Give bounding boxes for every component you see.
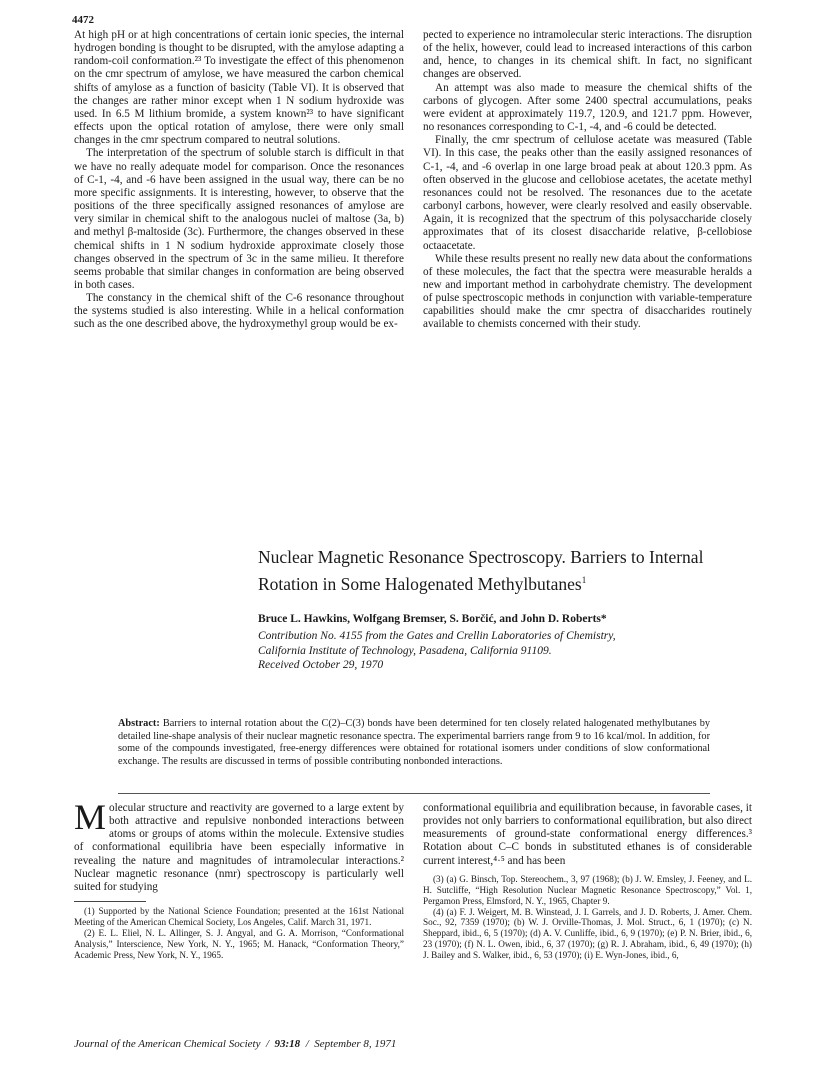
affiliation-line: Contribution No. 4155 from the Gates and Crellin Laboratories of Chemistry, [258, 630, 616, 642]
affiliation [258, 629, 616, 673]
footnotes-right [423, 874, 752, 961]
paragraph: The constancy in the chemical shift of the C-6 resonance throughout the systems studied is also interesting. While in a helical conformation such as the one described above, the hydroxymethyl group would be ex- [74, 292, 404, 331]
received-date: Received October 29, 1970 [258, 659, 384, 671]
paragraph: Finally, the cmr spectrum of cellulose acetate was measured (Table VI). In this case, the peaks other than the easily assigned resonances of C-1, -4, and -6 overlap in one large broad peak at about 120.3 ppm. As often observed in the glucose and cellobiose acetates, the acetate methyl resonances could not be resolved. The resonances due to the acetate carbonyl carbons, however, were clearly resolved and easily observable. Again, it is recognized that the spectrum of this polysaccharide closely approximates that of its closest disaccharide relative, β-cellobiose octaacetate. [423, 134, 752, 252]
footnote: (4) (a) F. J. Weigert, M. B. Winstead, J. I. Garrels, and J. D. Roberts, J. Amer. Chem. Soc., 92, 7359 (1970); (b) W. J. Orville-Thomas, J. Mol. Struct., 6, 1 (1970); (c) N. Sheppard, ibid., 6, 5 (1970); (d) A. V. Cunliffe, ibid., 6, 9 (1970); (e) P. N. Brier, ibid., 6, 23 (1970); (f) N. L. Owen, ibid., 6, 37 (1970); (g) R. J. Abraham, ibid., 6, 49 (1970); (h) J. Bailey and S. Walker, ibid., 6, 53 (1970); (i) E. Wyn-Jones, ibid., 6, [423, 906, 752, 961]
abstract-text: Barriers to internal rotation about the C(2)–C(3) bonds have been determined for ten closely related halogenated methylbutanes by detailed line-shape analysis of their nuclear magnetic resonance spectra. The experimental barriers range from 9 to 16 kcal/mol. In addition, for some of the compounds investigated, free-energy differences were obtained for rotational isomers under conditions of slow conformational exchange. The results are discussed in terms of possible contributing nonbonded interactions. [118, 718, 710, 767]
paragraph: At high pH or at high concentrations of certain ionic species, the internal hydrogen bonding is thought to be disrupted, with the amylose adapting a random-coil conformation.²³ To investigate the effect of this phenomenon on the cmr spectrum of amylose, we have measured the carbon chemical shifts of amylose as a function of basicity (Table VI). It is observed that the changes are rather minor except when 1 N sodium hydroxide was used. In 6.5 M lithium bromide, a system known²³ to have significant effects upon the optical rotation of amylose, there were only small changes in the cmr spectrum compared to neutral solutions. [74, 29, 404, 147]
intro-text: olecular structure and reactivity are governed to a large extent by both attractive and repulsive nonbonded interactions between atoms or groups of atoms within the molecule. Extensive studies of conformational equilibria have been especially informative in revealing the nature and magnitudes of intramolecular interactions.² Nuclear magnetic resonance (nmr) spectroscopy is particularly well suited for studying [74, 802, 404, 893]
affiliation-line: California Institute of Technology, Pasadena, California 91109. [258, 644, 552, 657]
top-right-column [423, 29, 752, 332]
journal-footer [74, 1038, 396, 1050]
authors: Bruce L. Hawkins, Wolfgang Bremser, S. Borčić, and John D. Roberts* [258, 613, 607, 625]
page-number: 4472 [72, 14, 94, 26]
drop-cap: M [74, 797, 107, 837]
footnote: (3) (a) G. Binsch, Top. Stereochem., 3, 97 (1968); (b) J. W. Emsley, J. Feeney, and L. H. Sutcliffe, “High Resolution Nuclear Magnetic Resonance Spectroscopy,” Vol. 1, Pergamon Press, Elmsford, N. Y., 1965, Chapter 9. [423, 873, 752, 906]
title-text: Rotation in Some Halogenated Methylbutanes [258, 573, 582, 594]
footnote: (2) E. L. Eliel, N. L. Allinger, S. J. Angyal, and G. A. Morrison, “Conformational Analysis,” Interscience, New York, N. Y., 1965; M. Hanack, “Conformation Theory,” Academic Press, New York, N. Y., 1965. [74, 927, 404, 960]
article-title [258, 546, 778, 596]
body-left-column [74, 797, 404, 961]
paragraph: conformational equilibria and equilibration because, in favorable cases, it provides not only barriers to conformational equilibration, but also direct measurements of ground-state conformational energy differences.³ Rotation about C–C bonds in substituted ethanes is of considerable current interest,⁴·⁵ and has been [423, 802, 752, 867]
title-footnote-marker: 1 [581, 575, 587, 585]
body-right-column [423, 802, 752, 961]
top-left-column [74, 29, 404, 332]
footnote: (1) Supported by the National Science Foundation; presented at the 161st National Meeting of the American Chemical Society, Los Angeles, Calif. March 31, 1971. [74, 906, 404, 927]
separator: / [265, 1038, 270, 1050]
divider [118, 793, 710, 794]
paragraph: While these results present no really new data about the conformations of these molecules, the fact that the spectra were measurable heralds a new and important method in carbohydrate chemistry. The development of pulse spectroscopic methods in conjunction with variable-temperature capabilities should make the cmr spectra of disaccharides routinely available to chemists concerned with their study. [423, 252, 752, 331]
paragraph: pected to experience no intramolecular steric interactions. The disruption of the helix, however, could lead to increased interactions of this carbon and, hence, to changes in its chemical shift. In fact, no significant changes are observed. [423, 29, 752, 81]
title-line: Nuclear Magnetic Resonance Spectroscopy. Barriers to Internal [258, 547, 704, 567]
volume-issue: 93:18 [274, 1038, 301, 1050]
intro-paragraph [74, 797, 404, 894]
abstract [118, 718, 710, 768]
journal-name: Journal of the American Chemical Society [74, 1038, 261, 1050]
footnote-rule [74, 901, 146, 902]
footnotes-left [74, 906, 404, 961]
title-line [258, 569, 778, 596]
issue-date: September 8, 1971 [314, 1038, 397, 1050]
abstract-label: Abstract: [118, 718, 160, 729]
separator: / [305, 1038, 309, 1050]
paragraph: An attempt was also made to measure the chemical shifts of the carbons of glycogen. After some 2400 spectral accumulations, peaks were evident at approximately 119.7, 120.9, and 121.7 ppm. However, no resonances corresponding to C-1, -4, and -6 could be detected. [423, 81, 752, 134]
paragraph: The interpretation of the spectrum of soluble starch is difficult in that we have no really adequate model for comparison. Once the resonances of C-1, -4, and -6 have been assigned in the usual way, there can be no more specific assignments. It is interesting, however, to observe that the positions of the three specifically assigned resonances of amylose are very similar in chemical shift to the analogous nuclei of maltose (3a, b) and methyl β-maltoside (3c). Furthermore, the changes observed in these chemical shifts in 1 N sodium hydroxide approximate closely those changes observed in the spectrum of 3c in the same milieu. It therefore seems probable that similar changes in conformation are being observed in both cases. [74, 147, 404, 291]
